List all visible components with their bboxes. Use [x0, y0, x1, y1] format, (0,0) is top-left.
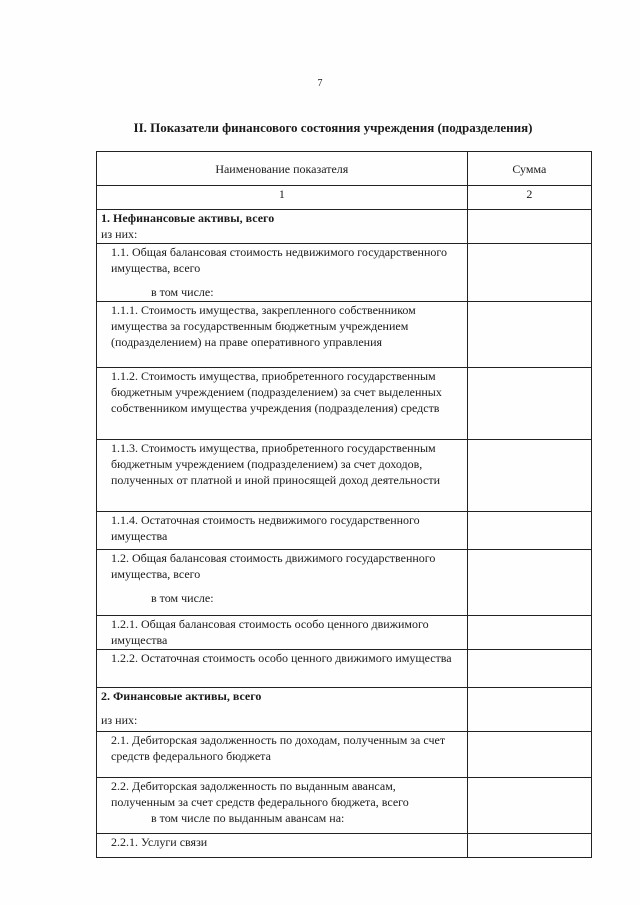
- row-name-cell: [97, 440, 468, 512]
- page-number: 7: [317, 78, 323, 89]
- sum-cell: [467, 834, 591, 858]
- row-name-cell: [97, 650, 468, 688]
- table-row: [97, 550, 592, 616]
- sum-cell: [467, 512, 591, 550]
- row-title: 2.1. Дебиторская задолженность по доходам, полученным за счет средств федерального бюджета: [111, 733, 446, 763]
- row-name-cell: [97, 834, 468, 858]
- row-name-cell: [97, 550, 468, 616]
- row-name-cell: [97, 732, 468, 778]
- table-row: [97, 244, 592, 302]
- table-header-row: [97, 152, 592, 186]
- section-title: II. Показатели финансового состояния учреждения (подразделения): [133, 120, 533, 135]
- table-row: [97, 650, 592, 688]
- sum-cell: [467, 778, 591, 834]
- table-row: [97, 732, 592, 778]
- sum-cell: [467, 650, 591, 688]
- row-name-cell: [97, 302, 468, 368]
- row-subtitle: из них:: [101, 227, 138, 241]
- table-row: [97, 512, 592, 550]
- column-number-2: 2: [467, 186, 591, 210]
- row-title: 1.2. Общая балансовая стоимость движимого государственного имущества, всего: [111, 551, 436, 581]
- sum-cell: [467, 302, 591, 368]
- row-title: 2.2.1. Услуги связи: [111, 835, 208, 849]
- header-sum: Сумма: [467, 152, 591, 186]
- row-name-cell: [97, 778, 468, 834]
- table-row: [97, 368, 592, 440]
- row-title: 1.1.2. Стоимость имущества, приобретенного государственным бюджетным учреждением (подразделением) за счет выделенных собственником имущества учреждения (подразделения) средств: [111, 369, 442, 415]
- row-name-cell: [97, 244, 468, 302]
- sum-cell: [467, 210, 591, 244]
- row-title: 1.1. Общая балансовая стоимость недвижимого государственного имущества, всего: [111, 245, 448, 275]
- table-row: [97, 440, 592, 512]
- row-title: 1.1.1. Стоимость имущества, закрепленного собственником имущества за государственным бюджетным учреждением (подразделением) на праве оперативного управления: [111, 303, 416, 349]
- row-title: 1. Нефинансовые активы, всего: [101, 211, 275, 225]
- row-title: 1.2.2. Остаточная стоимость особо ценного движимого имущества: [111, 651, 452, 665]
- row-title: 1.1.4. Остаточная стоимость недвижимого государственного имущества: [111, 513, 420, 543]
- row-name-cell: [97, 210, 468, 244]
- table-row: [97, 688, 592, 732]
- sum-cell: [467, 368, 591, 440]
- row-subtitle: из них:: [101, 713, 138, 727]
- table-row: [97, 302, 592, 368]
- row-subtitle: в том числе:: [151, 285, 214, 299]
- table-row: [97, 616, 592, 650]
- header-indicator-name: Наименование показателя: [97, 152, 468, 186]
- row-name-cell: [97, 368, 468, 440]
- indicators-table: [96, 151, 592, 858]
- column-number-1: 1: [97, 186, 468, 210]
- sum-cell: [467, 244, 591, 302]
- sum-cell: [467, 688, 591, 732]
- row-title: 1.1.3. Стоимость имущества, приобретенного государственным бюджетным учреждением (подразделением) за счет доходов, полученных от платной и иной приносящей доход деятельности: [111, 441, 441, 487]
- row-name-cell: [97, 512, 468, 550]
- row-name-cell: [97, 616, 468, 650]
- sum-cell: [467, 732, 591, 778]
- row-title: 1.2.1. Общая балансовая стоимость особо ценного движимого имущества: [111, 617, 429, 647]
- row-title: 2.2. Дебиторская задолженность по выданным авансам, полученным за счет средств федерального бюджета, всего: [111, 779, 409, 809]
- sum-cell: [467, 550, 591, 616]
- row-subtitle: в том числе по выданным авансам на:: [151, 811, 345, 825]
- column-number-row: [97, 186, 592, 210]
- table-row: [97, 834, 592, 858]
- sum-cell: [467, 440, 591, 512]
- row-name-cell: [97, 688, 468, 732]
- row-title: 2. Финансовые активы, всего: [101, 689, 262, 703]
- table-row: [97, 210, 592, 244]
- sum-cell: [467, 616, 591, 650]
- table-row: [97, 778, 592, 834]
- row-subtitle: в том числе:: [151, 591, 214, 605]
